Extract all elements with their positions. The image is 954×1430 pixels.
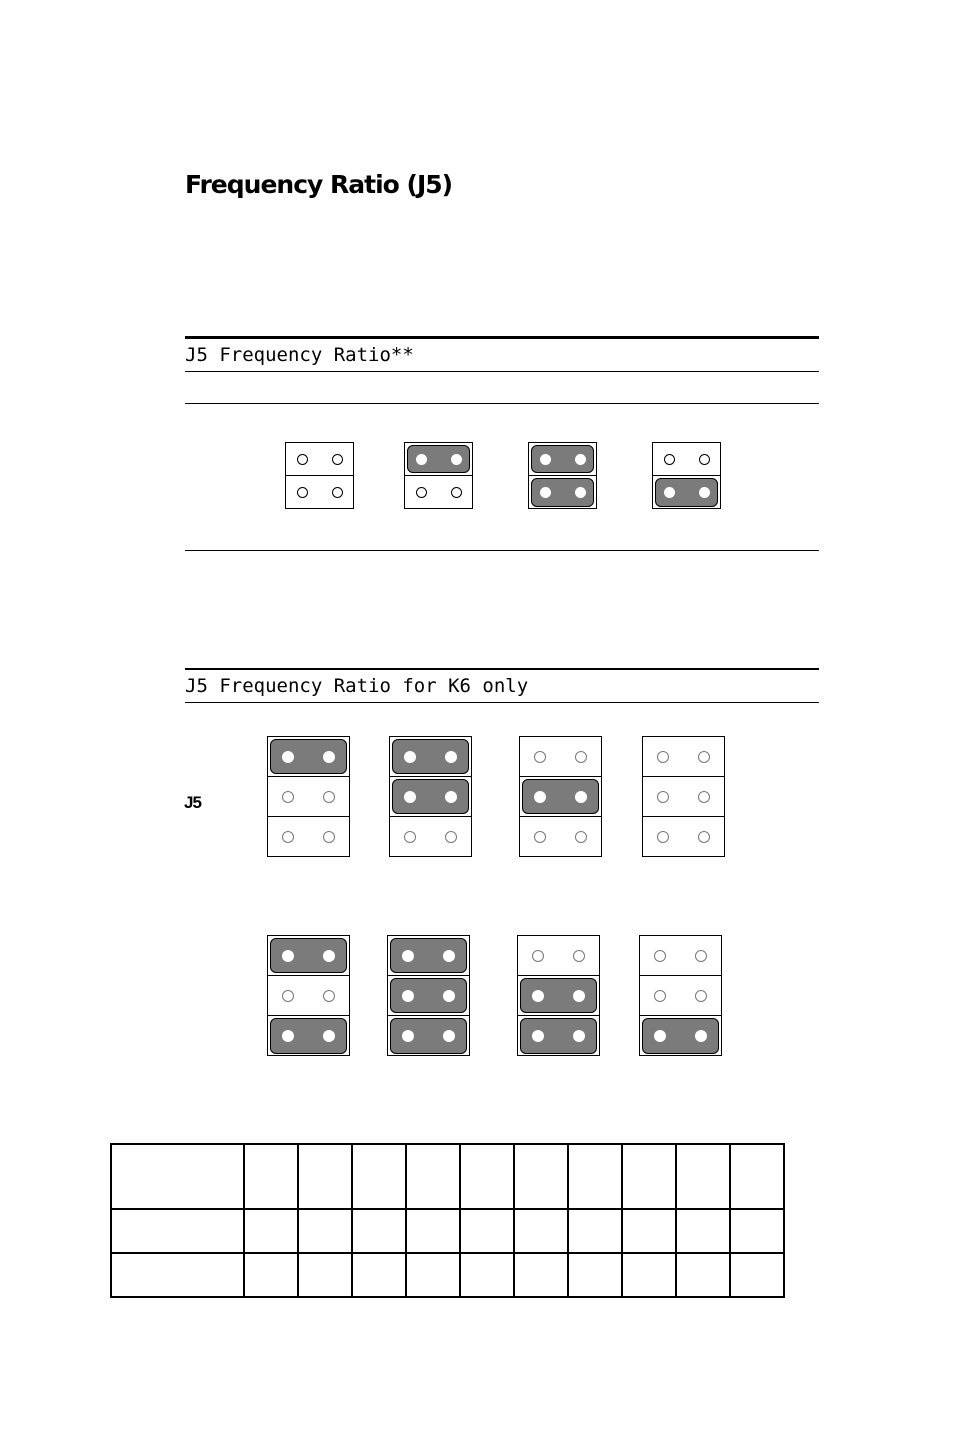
jumper-pins-closed: [520, 777, 601, 817]
jumper-pins-open: [268, 817, 349, 857]
pin-icon: [282, 751, 294, 763]
jumper-2x2-2: [404, 442, 473, 509]
table-cell: [730, 1144, 784, 1209]
pin-icon: [695, 950, 707, 962]
table-cell: [352, 1209, 406, 1253]
section2-caption: J5 Frequency Ratio for K6 only: [185, 675, 529, 697]
pin-icon: [445, 791, 457, 803]
pin-icon: [332, 454, 343, 465]
table-cell: [676, 1209, 730, 1253]
pin-icon: [534, 831, 546, 843]
table-cell: [568, 1209, 622, 1253]
jumper-2x2-1: [285, 442, 354, 509]
pin-icon: [402, 950, 414, 962]
jumper-pins-open: [518, 936, 599, 976]
pin-icon: [402, 990, 414, 1002]
table-cell: [568, 1253, 622, 1297]
pin-icon: [445, 831, 457, 843]
jumper-pins-open: [268, 777, 349, 817]
jumper-pins-open: [520, 817, 601, 857]
table-row: [111, 1209, 784, 1253]
pin-icon: [575, 831, 587, 843]
jumper-pins-open: [640, 936, 721, 976]
jumper-pins-closed: [518, 976, 599, 1016]
pin-icon: [532, 1030, 544, 1042]
pin-icon: [282, 831, 294, 843]
pin-icon: [573, 1030, 585, 1042]
jumper-pins-open: [390, 817, 471, 857]
jumper-pins-open: [643, 777, 724, 817]
table-cell: [111, 1253, 244, 1297]
pin-icon: [540, 454, 551, 465]
pin-icon: [404, 791, 416, 803]
pin-icon: [575, 791, 587, 803]
jumper-pins-closed: [388, 1016, 469, 1056]
jumper-3x2-a2: [389, 736, 472, 857]
pin-icon: [534, 791, 546, 803]
table-cell: [298, 1144, 352, 1209]
jumper-pins-open: [640, 976, 721, 1016]
section2-caption-rule: [185, 702, 819, 703]
table-cell: [298, 1209, 352, 1253]
table-cell: [244, 1209, 298, 1253]
pin-icon: [323, 791, 335, 803]
pin-icon: [657, 831, 669, 843]
pin-icon: [404, 831, 416, 843]
pin-icon: [575, 487, 586, 498]
table-cell: [730, 1209, 784, 1253]
jumper-pins-closed: [518, 1016, 599, 1056]
pin-icon: [532, 950, 544, 962]
pin-icon: [443, 1030, 455, 1042]
table-cell: [622, 1253, 676, 1297]
section1-header-rule: [185, 403, 819, 404]
table-cell: [111, 1144, 244, 1209]
table-cell: [460, 1253, 514, 1297]
pin-icon: [575, 454, 586, 465]
jumper-pins-open: [520, 737, 601, 777]
pin-icon: [573, 950, 585, 962]
settings-table: [110, 1143, 785, 1298]
pin-icon: [451, 454, 462, 465]
table-cell: [244, 1253, 298, 1297]
table-cell: [406, 1209, 460, 1253]
jumper-pins-open: [268, 976, 349, 1016]
pin-icon: [698, 831, 710, 843]
pin-icon: [416, 454, 427, 465]
section1-caption-rule: [185, 371, 819, 372]
pin-icon: [698, 751, 710, 763]
pin-icon: [416, 487, 427, 498]
jumper-3x2-b1: [267, 935, 350, 1056]
jumper-pins-open: [643, 737, 724, 777]
pin-icon: [282, 791, 294, 803]
pin-icon: [699, 487, 710, 498]
jumper-2x2-3: [528, 442, 597, 509]
jumper-pins-closed: [388, 936, 469, 976]
jumper-3x2-a1: [267, 736, 350, 857]
pin-icon: [532, 990, 544, 1002]
jumper-pins-open: [286, 476, 353, 509]
table-cell: [111, 1209, 244, 1253]
table-cell: [460, 1209, 514, 1253]
jumper-pins-open: [643, 817, 724, 857]
pin-icon: [402, 1030, 414, 1042]
table-cell: [406, 1144, 460, 1209]
table-row: [111, 1253, 784, 1297]
jumper-pins-closed: [388, 976, 469, 1016]
page-title: Frequency Ratio (J5): [185, 170, 453, 199]
pin-icon: [282, 990, 294, 1002]
pin-icon: [575, 751, 587, 763]
jumper-pins-closed: [405, 443, 472, 476]
pin-icon: [443, 950, 455, 962]
pin-icon: [573, 990, 585, 1002]
pin-icon: [297, 487, 308, 498]
table-cell: [514, 1144, 568, 1209]
pin-icon: [332, 487, 343, 498]
jumper-3x2-b4: [639, 935, 722, 1056]
pin-icon: [654, 1030, 666, 1042]
jumper-pins-open: [653, 443, 720, 476]
jumper-pins-closed: [529, 443, 596, 476]
table-cell: [622, 1144, 676, 1209]
pin-icon: [323, 1030, 335, 1042]
jumper-3x2-b3: [517, 935, 600, 1056]
jumper-pins-open: [286, 443, 353, 476]
pin-icon: [664, 454, 675, 465]
pin-icon: [654, 950, 666, 962]
jumper-2x2-4: [652, 442, 721, 509]
section1-caption: J5 Frequency Ratio**: [185, 344, 414, 366]
pin-icon: [443, 990, 455, 1002]
pin-icon: [695, 1030, 707, 1042]
pin-icon: [451, 487, 462, 498]
jumper-pins-closed: [529, 476, 596, 509]
table-cell: [352, 1253, 406, 1297]
jumper-pins-closed: [653, 476, 720, 509]
jumper-label-j5: J5: [184, 793, 201, 812]
jumper-pins-closed: [268, 737, 349, 777]
pin-icon: [282, 1030, 294, 1042]
jumper-pins-closed: [390, 777, 471, 817]
pin-icon: [654, 990, 666, 1002]
jumper-3x2-b2: [387, 935, 470, 1056]
table-cell: [676, 1253, 730, 1297]
table-cell: [514, 1253, 568, 1297]
jumper-pins-closed: [640, 1016, 721, 1056]
pin-icon: [323, 751, 335, 763]
jumper-pins-closed: [268, 1016, 349, 1056]
table-cell: [244, 1144, 298, 1209]
jumper-pins-open: [405, 476, 472, 509]
pin-icon: [657, 751, 669, 763]
pin-icon: [534, 751, 546, 763]
table-cell: [460, 1144, 514, 1209]
jumper-3x2-a3: [519, 736, 602, 857]
table-cell: [298, 1253, 352, 1297]
pin-icon: [323, 831, 335, 843]
pin-icon: [695, 990, 707, 1002]
section2-top-rule: [185, 668, 819, 670]
pin-icon: [698, 791, 710, 803]
table-cell: [730, 1253, 784, 1297]
pin-icon: [282, 950, 294, 962]
pin-icon: [657, 791, 669, 803]
jumper-pins-closed: [268, 936, 349, 976]
table-cell: [622, 1209, 676, 1253]
table-cell: [406, 1253, 460, 1297]
pin-icon: [323, 950, 335, 962]
table-cell: [568, 1144, 622, 1209]
jumper-3x2-a4: [642, 736, 725, 857]
jumper-pins-closed: [390, 737, 471, 777]
pin-icon: [540, 487, 551, 498]
table-cell: [352, 1144, 406, 1209]
pin-icon: [297, 454, 308, 465]
section1-bottom-rule: [185, 550, 819, 551]
table-row: [111, 1144, 784, 1209]
pin-icon: [404, 751, 416, 763]
table-cell: [676, 1144, 730, 1209]
table-cell: [514, 1209, 568, 1253]
pin-icon: [664, 487, 675, 498]
section1-top-rule: [185, 336, 819, 339]
pin-icon: [699, 454, 710, 465]
pin-icon: [445, 751, 457, 763]
pin-icon: [323, 990, 335, 1002]
